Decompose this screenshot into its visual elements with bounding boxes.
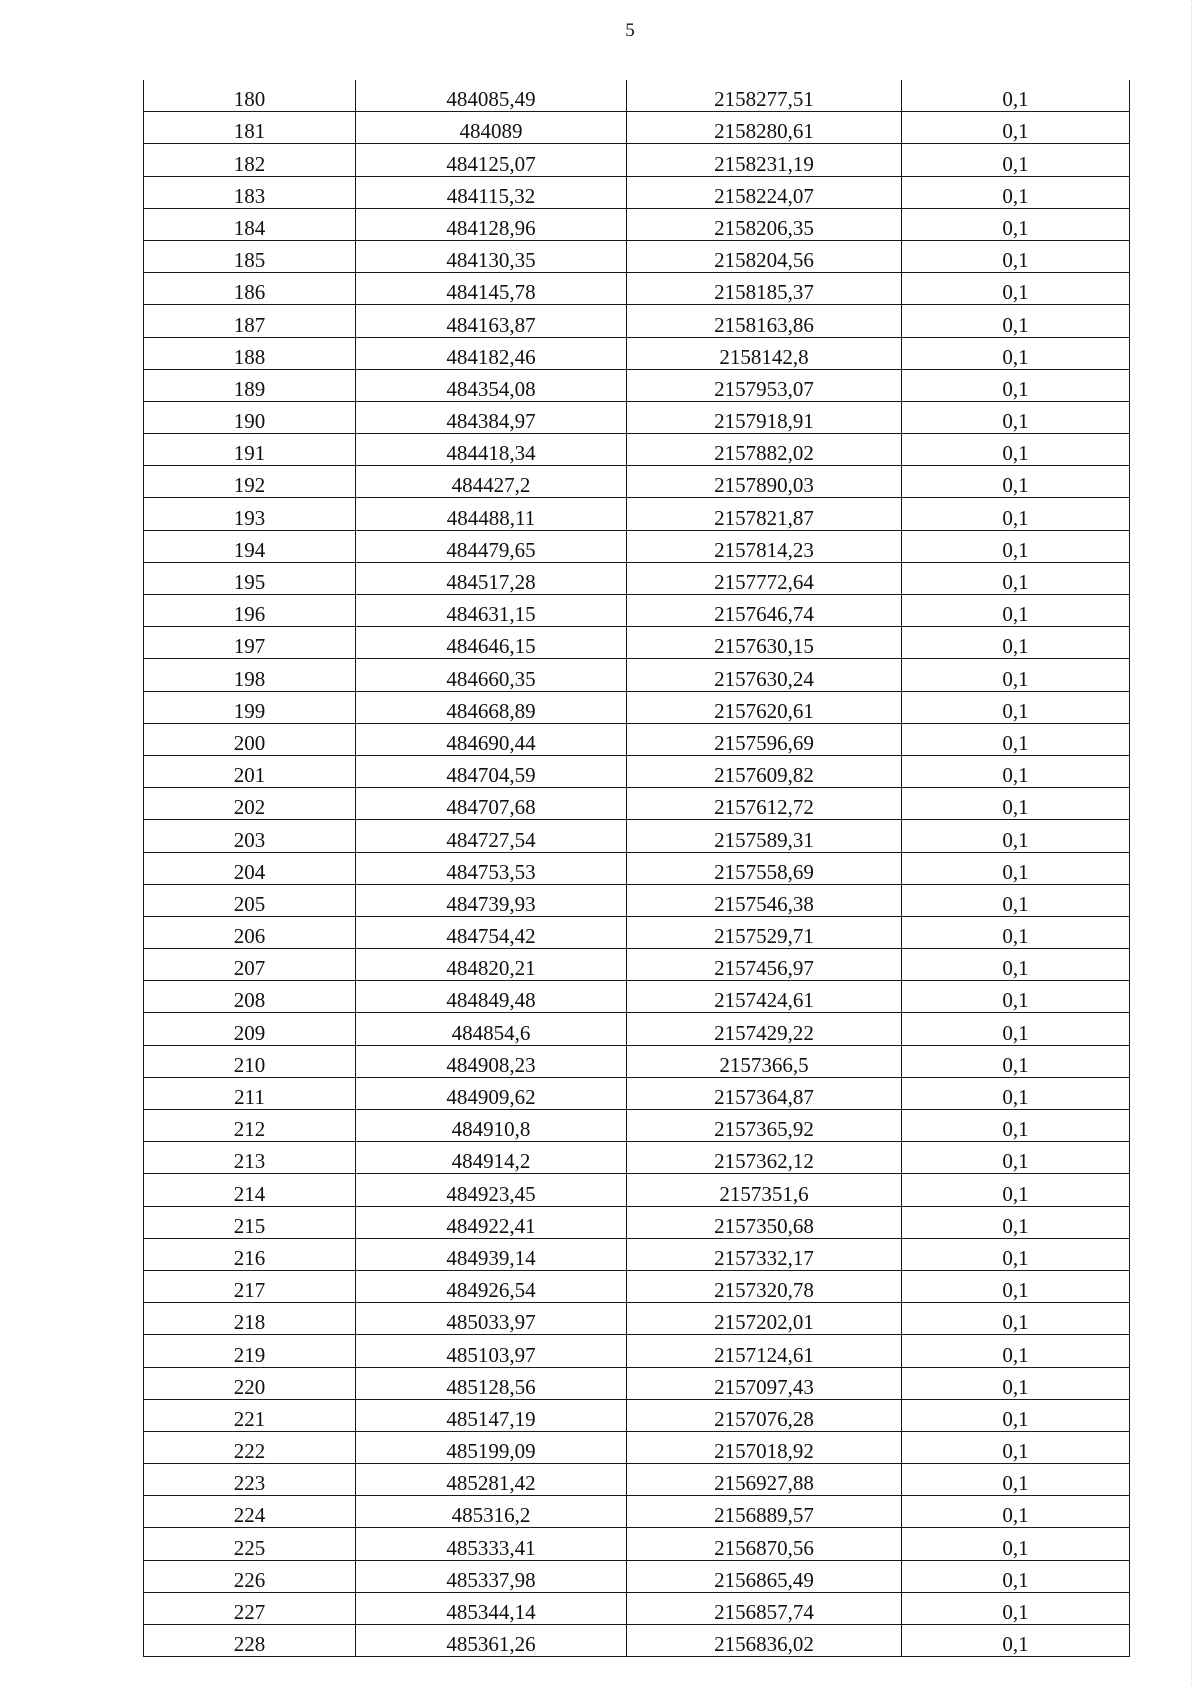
y-coordinate-cell: 2157589,31 — [627, 820, 902, 852]
accuracy-cell: 0,1 — [902, 1335, 1130, 1367]
table-row — [144, 401, 1130, 433]
accuracy-cell: 0,1 — [902, 1496, 1130, 1528]
x-coordinate-cell: 484517,28 — [356, 562, 627, 594]
x-coordinate-cell: 484914,2 — [356, 1142, 627, 1174]
x-coordinate-cell: 484660,35 — [356, 659, 627, 691]
accuracy-cell: 0,1 — [902, 852, 1130, 884]
x-coordinate-cell: 484908,23 — [356, 1045, 627, 1077]
y-coordinate-cell: 2157558,69 — [627, 852, 902, 884]
table-row — [144, 305, 1130, 337]
y-coordinate-cell: 2156889,57 — [627, 1496, 902, 1528]
y-coordinate-cell: 2157364,87 — [627, 1077, 902, 1109]
point-number-cell: 209 — [144, 1013, 356, 1045]
point-number-cell: 196 — [144, 595, 356, 627]
point-number-cell: 223 — [144, 1464, 356, 1496]
table-row — [144, 949, 1130, 981]
table-row — [144, 1335, 1130, 1367]
x-coordinate-cell: 484707,68 — [356, 788, 627, 820]
accuracy-cell: 0,1 — [902, 916, 1130, 948]
x-coordinate-cell: 484479,65 — [356, 530, 627, 562]
point-number-cell: 206 — [144, 916, 356, 948]
table-row — [144, 466, 1130, 498]
point-number-cell: 225 — [144, 1528, 356, 1560]
x-coordinate-cell: 485333,41 — [356, 1528, 627, 1560]
accuracy-cell: 0,1 — [902, 627, 1130, 659]
point-number-cell: 187 — [144, 305, 356, 337]
scan-edge — [1188, 0, 1192, 1686]
accuracy-cell: 0,1 — [902, 1431, 1130, 1463]
x-coordinate-cell: 485199,09 — [356, 1431, 627, 1463]
table-row — [144, 1077, 1130, 1109]
x-coordinate-cell: 484384,97 — [356, 401, 627, 433]
accuracy-cell: 0,1 — [902, 788, 1130, 820]
accuracy-cell: 0,1 — [902, 981, 1130, 1013]
x-coordinate-cell: 485033,97 — [356, 1303, 627, 1335]
table-row — [144, 1367, 1130, 1399]
x-coordinate-cell: 484145,78 — [356, 273, 627, 305]
y-coordinate-cell: 2156836,02 — [627, 1625, 902, 1657]
y-coordinate-cell: 2157630,24 — [627, 659, 902, 691]
x-coordinate-cell: 484418,34 — [356, 434, 627, 466]
accuracy-cell: 0,1 — [902, 1142, 1130, 1174]
point-number-cell: 218 — [144, 1303, 356, 1335]
point-number-cell: 185 — [144, 240, 356, 272]
y-coordinate-cell: 2157918,91 — [627, 401, 902, 433]
x-coordinate-cell: 485128,56 — [356, 1367, 627, 1399]
y-coordinate-cell: 2157529,71 — [627, 916, 902, 948]
point-number-cell: 194 — [144, 530, 356, 562]
x-coordinate-cell: 484739,93 — [356, 884, 627, 916]
x-coordinate-cell: 485316,2 — [356, 1496, 627, 1528]
point-number-cell: 217 — [144, 1270, 356, 1302]
point-number-cell: 180 — [144, 80, 356, 112]
y-coordinate-cell: 2157366,5 — [627, 1045, 902, 1077]
table-row — [144, 981, 1130, 1013]
x-coordinate-cell: 485337,98 — [356, 1560, 627, 1592]
accuracy-cell: 0,1 — [902, 691, 1130, 723]
table-row — [144, 208, 1130, 240]
point-number-cell: 188 — [144, 337, 356, 369]
x-coordinate-cell: 484910,8 — [356, 1110, 627, 1142]
y-coordinate-cell: 2157456,97 — [627, 949, 902, 981]
y-coordinate-cell: 2158231,19 — [627, 144, 902, 176]
accuracy-cell: 0,1 — [902, 1045, 1130, 1077]
y-coordinate-cell: 2157546,38 — [627, 884, 902, 916]
y-coordinate-cell: 2157202,01 — [627, 1303, 902, 1335]
y-coordinate-cell: 2157350,68 — [627, 1206, 902, 1238]
x-coordinate-cell: 484909,62 — [356, 1077, 627, 1109]
accuracy-cell: 0,1 — [902, 466, 1130, 498]
accuracy-cell: 0,1 — [902, 530, 1130, 562]
accuracy-cell: 0,1 — [902, 144, 1130, 176]
accuracy-cell: 0,1 — [902, 208, 1130, 240]
x-coordinate-cell: 484820,21 — [356, 949, 627, 981]
y-coordinate-cell: 2157630,15 — [627, 627, 902, 659]
table-row — [144, 1045, 1130, 1077]
table-row — [144, 1110, 1130, 1142]
y-coordinate-cell: 2157772,64 — [627, 562, 902, 594]
table-row — [144, 1560, 1130, 1592]
table-row — [144, 176, 1130, 208]
accuracy-cell: 0,1 — [902, 1303, 1130, 1335]
x-coordinate-cell: 485281,42 — [356, 1464, 627, 1496]
y-coordinate-cell: 2157076,28 — [627, 1399, 902, 1431]
table-row — [144, 1142, 1130, 1174]
x-coordinate-cell: 484922,41 — [356, 1206, 627, 1238]
y-coordinate-cell: 2157097,43 — [627, 1367, 902, 1399]
point-number-cell: 202 — [144, 788, 356, 820]
point-number-cell: 208 — [144, 981, 356, 1013]
accuracy-cell: 0,1 — [902, 112, 1130, 144]
y-coordinate-cell: 2158163,86 — [627, 305, 902, 337]
y-coordinate-cell: 2158280,61 — [627, 112, 902, 144]
table-row — [144, 434, 1130, 466]
accuracy-cell: 0,1 — [902, 595, 1130, 627]
y-coordinate-cell: 2156927,88 — [627, 1464, 902, 1496]
x-coordinate-cell: 484631,15 — [356, 595, 627, 627]
point-number-cell: 182 — [144, 144, 356, 176]
table-row — [144, 240, 1130, 272]
point-number-cell: 189 — [144, 369, 356, 401]
table-row — [144, 562, 1130, 594]
y-coordinate-cell: 2158277,51 — [627, 80, 902, 112]
y-coordinate-cell: 2157124,61 — [627, 1335, 902, 1367]
point-number-cell: 201 — [144, 755, 356, 787]
table-row — [144, 1399, 1130, 1431]
point-number-cell: 183 — [144, 176, 356, 208]
x-coordinate-cell: 484125,07 — [356, 144, 627, 176]
point-number-cell: 190 — [144, 401, 356, 433]
point-number-cell: 199 — [144, 691, 356, 723]
table-row — [144, 1206, 1130, 1238]
coordinates-table-body — [144, 80, 1130, 1657]
point-number-cell: 192 — [144, 466, 356, 498]
accuracy-cell: 0,1 — [902, 1238, 1130, 1270]
table-row — [144, 1528, 1130, 1560]
y-coordinate-cell: 2157424,61 — [627, 981, 902, 1013]
table-row — [144, 1270, 1130, 1302]
table-row — [144, 1431, 1130, 1463]
point-number-cell: 193 — [144, 498, 356, 530]
x-coordinate-cell: 484926,54 — [356, 1270, 627, 1302]
point-number-cell: 220 — [144, 1367, 356, 1399]
accuracy-cell: 0,1 — [902, 1560, 1130, 1592]
accuracy-cell: 0,1 — [902, 273, 1130, 305]
y-coordinate-cell: 2158206,35 — [627, 208, 902, 240]
y-coordinate-cell: 2157882,02 — [627, 434, 902, 466]
point-number-cell: 214 — [144, 1174, 356, 1206]
y-coordinate-cell: 2157821,87 — [627, 498, 902, 530]
table-row — [144, 1592, 1130, 1624]
table-row — [144, 273, 1130, 305]
x-coordinate-cell: 485147,19 — [356, 1399, 627, 1431]
x-coordinate-cell: 484182,46 — [356, 337, 627, 369]
table-row — [144, 498, 1130, 530]
table-row — [144, 884, 1130, 916]
x-coordinate-cell: 484754,42 — [356, 916, 627, 948]
x-coordinate-cell: 484130,35 — [356, 240, 627, 272]
point-number-cell: 203 — [144, 820, 356, 852]
x-coordinate-cell: 484427,2 — [356, 466, 627, 498]
y-coordinate-cell: 2157890,03 — [627, 466, 902, 498]
point-number-cell: 211 — [144, 1077, 356, 1109]
y-coordinate-cell: 2158224,07 — [627, 176, 902, 208]
point-number-cell: 195 — [144, 562, 356, 594]
table-row — [144, 1174, 1130, 1206]
point-number-cell: 210 — [144, 1045, 356, 1077]
y-coordinate-cell: 2157814,23 — [627, 530, 902, 562]
accuracy-cell: 0,1 — [902, 1270, 1130, 1302]
accuracy-cell: 0,1 — [902, 1110, 1130, 1142]
table-row — [144, 595, 1130, 627]
table-row — [144, 1464, 1130, 1496]
table-row — [144, 1625, 1130, 1657]
accuracy-cell: 0,1 — [902, 1174, 1130, 1206]
x-coordinate-cell: 484128,96 — [356, 208, 627, 240]
y-coordinate-cell: 2157612,72 — [627, 788, 902, 820]
x-coordinate-cell: 485361,26 — [356, 1625, 627, 1657]
table-row — [144, 820, 1130, 852]
coordinates-table — [143, 80, 1130, 1657]
point-number-cell: 200 — [144, 723, 356, 755]
y-coordinate-cell: 2157429,22 — [627, 1013, 902, 1045]
x-coordinate-cell: 485344,14 — [356, 1592, 627, 1624]
accuracy-cell: 0,1 — [902, 755, 1130, 787]
table-row — [144, 337, 1130, 369]
x-coordinate-cell: 484704,59 — [356, 755, 627, 787]
table-row — [144, 1238, 1130, 1270]
y-coordinate-cell: 2156870,56 — [627, 1528, 902, 1560]
table-row — [144, 530, 1130, 562]
x-coordinate-cell: 484089 — [356, 112, 627, 144]
accuracy-cell: 0,1 — [902, 1206, 1130, 1238]
point-number-cell: 215 — [144, 1206, 356, 1238]
accuracy-cell: 0,1 — [902, 1464, 1130, 1496]
accuracy-cell: 0,1 — [902, 401, 1130, 433]
accuracy-cell: 0,1 — [902, 884, 1130, 916]
page-number: 5 — [625, 20, 635, 41]
accuracy-cell: 0,1 — [902, 305, 1130, 337]
y-coordinate-cell: 2158185,37 — [627, 273, 902, 305]
x-coordinate-cell: 484085,49 — [356, 80, 627, 112]
table-row — [144, 144, 1130, 176]
point-number-cell: 191 — [144, 434, 356, 466]
accuracy-cell: 0,1 — [902, 1399, 1130, 1431]
table-row — [144, 755, 1130, 787]
x-coordinate-cell: 484115,32 — [356, 176, 627, 208]
x-coordinate-cell: 485103,97 — [356, 1335, 627, 1367]
y-coordinate-cell: 2157362,12 — [627, 1142, 902, 1174]
y-coordinate-cell: 2157320,78 — [627, 1270, 902, 1302]
point-number-cell: 205 — [144, 884, 356, 916]
accuracy-cell: 0,1 — [902, 1592, 1130, 1624]
accuracy-cell: 0,1 — [902, 659, 1130, 691]
x-coordinate-cell: 484488,11 — [356, 498, 627, 530]
point-number-cell: 186 — [144, 273, 356, 305]
table-row — [144, 788, 1130, 820]
point-number-cell: 227 — [144, 1592, 356, 1624]
table-row — [144, 112, 1130, 144]
accuracy-cell: 0,1 — [902, 1625, 1130, 1657]
x-coordinate-cell: 484849,48 — [356, 981, 627, 1013]
table-row — [144, 627, 1130, 659]
point-number-cell: 219 — [144, 1335, 356, 1367]
point-number-cell: 226 — [144, 1560, 356, 1592]
accuracy-cell: 0,1 — [902, 80, 1130, 112]
table-row — [144, 369, 1130, 401]
x-coordinate-cell: 484354,08 — [356, 369, 627, 401]
point-number-cell: 198 — [144, 659, 356, 691]
x-coordinate-cell: 484939,14 — [356, 1238, 627, 1270]
table-row — [144, 80, 1130, 112]
y-coordinate-cell: 2157953,07 — [627, 369, 902, 401]
table-row — [144, 852, 1130, 884]
x-coordinate-cell: 484668,89 — [356, 691, 627, 723]
accuracy-cell: 0,1 — [902, 434, 1130, 466]
x-coordinate-cell: 484690,44 — [356, 723, 627, 755]
x-coordinate-cell: 484163,87 — [356, 305, 627, 337]
y-coordinate-cell: 2157365,92 — [627, 1110, 902, 1142]
point-number-cell: 181 — [144, 112, 356, 144]
point-number-cell: 224 — [144, 1496, 356, 1528]
y-coordinate-cell: 2157018,92 — [627, 1431, 902, 1463]
accuracy-cell: 0,1 — [902, 820, 1130, 852]
accuracy-cell: 0,1 — [902, 337, 1130, 369]
point-number-cell: 184 — [144, 208, 356, 240]
table-row — [144, 1496, 1130, 1528]
accuracy-cell: 0,1 — [902, 1077, 1130, 1109]
table-row — [144, 1303, 1130, 1335]
accuracy-cell: 0,1 — [902, 176, 1130, 208]
y-coordinate-cell: 2158142,8 — [627, 337, 902, 369]
point-number-cell: 197 — [144, 627, 356, 659]
y-coordinate-cell: 2157596,69 — [627, 723, 902, 755]
point-number-cell: 222 — [144, 1431, 356, 1463]
table-row — [144, 916, 1130, 948]
accuracy-cell: 0,1 — [902, 1013, 1130, 1045]
accuracy-cell: 0,1 — [902, 723, 1130, 755]
y-coordinate-cell: 2157620,61 — [627, 691, 902, 723]
table-row — [144, 659, 1130, 691]
accuracy-cell: 0,1 — [902, 562, 1130, 594]
point-number-cell: 228 — [144, 1625, 356, 1657]
point-number-cell: 216 — [144, 1238, 356, 1270]
x-coordinate-cell: 484854,6 — [356, 1013, 627, 1045]
y-coordinate-cell: 2158204,56 — [627, 240, 902, 272]
table-row — [144, 1013, 1130, 1045]
accuracy-cell: 0,1 — [902, 369, 1130, 401]
y-coordinate-cell: 2156857,74 — [627, 1592, 902, 1624]
y-coordinate-cell: 2157351,6 — [627, 1174, 902, 1206]
point-number-cell: 213 — [144, 1142, 356, 1174]
point-number-cell: 207 — [144, 949, 356, 981]
table-row — [144, 723, 1130, 755]
accuracy-cell: 0,1 — [902, 1528, 1130, 1560]
accuracy-cell: 0,1 — [902, 498, 1130, 530]
y-coordinate-cell: 2157332,17 — [627, 1238, 902, 1270]
table-row — [144, 691, 1130, 723]
accuracy-cell: 0,1 — [902, 240, 1130, 272]
y-coordinate-cell: 2157609,82 — [627, 755, 902, 787]
accuracy-cell: 0,1 — [902, 1367, 1130, 1399]
x-coordinate-cell: 484727,54 — [356, 820, 627, 852]
y-coordinate-cell: 2157646,74 — [627, 595, 902, 627]
point-number-cell: 212 — [144, 1110, 356, 1142]
point-number-cell: 204 — [144, 852, 356, 884]
x-coordinate-cell: 484923,45 — [356, 1174, 627, 1206]
accuracy-cell: 0,1 — [902, 949, 1130, 981]
point-number-cell: 221 — [144, 1399, 356, 1431]
y-coordinate-cell: 2156865,49 — [627, 1560, 902, 1592]
x-coordinate-cell: 484646,15 — [356, 627, 627, 659]
x-coordinate-cell: 484753,53 — [356, 852, 627, 884]
